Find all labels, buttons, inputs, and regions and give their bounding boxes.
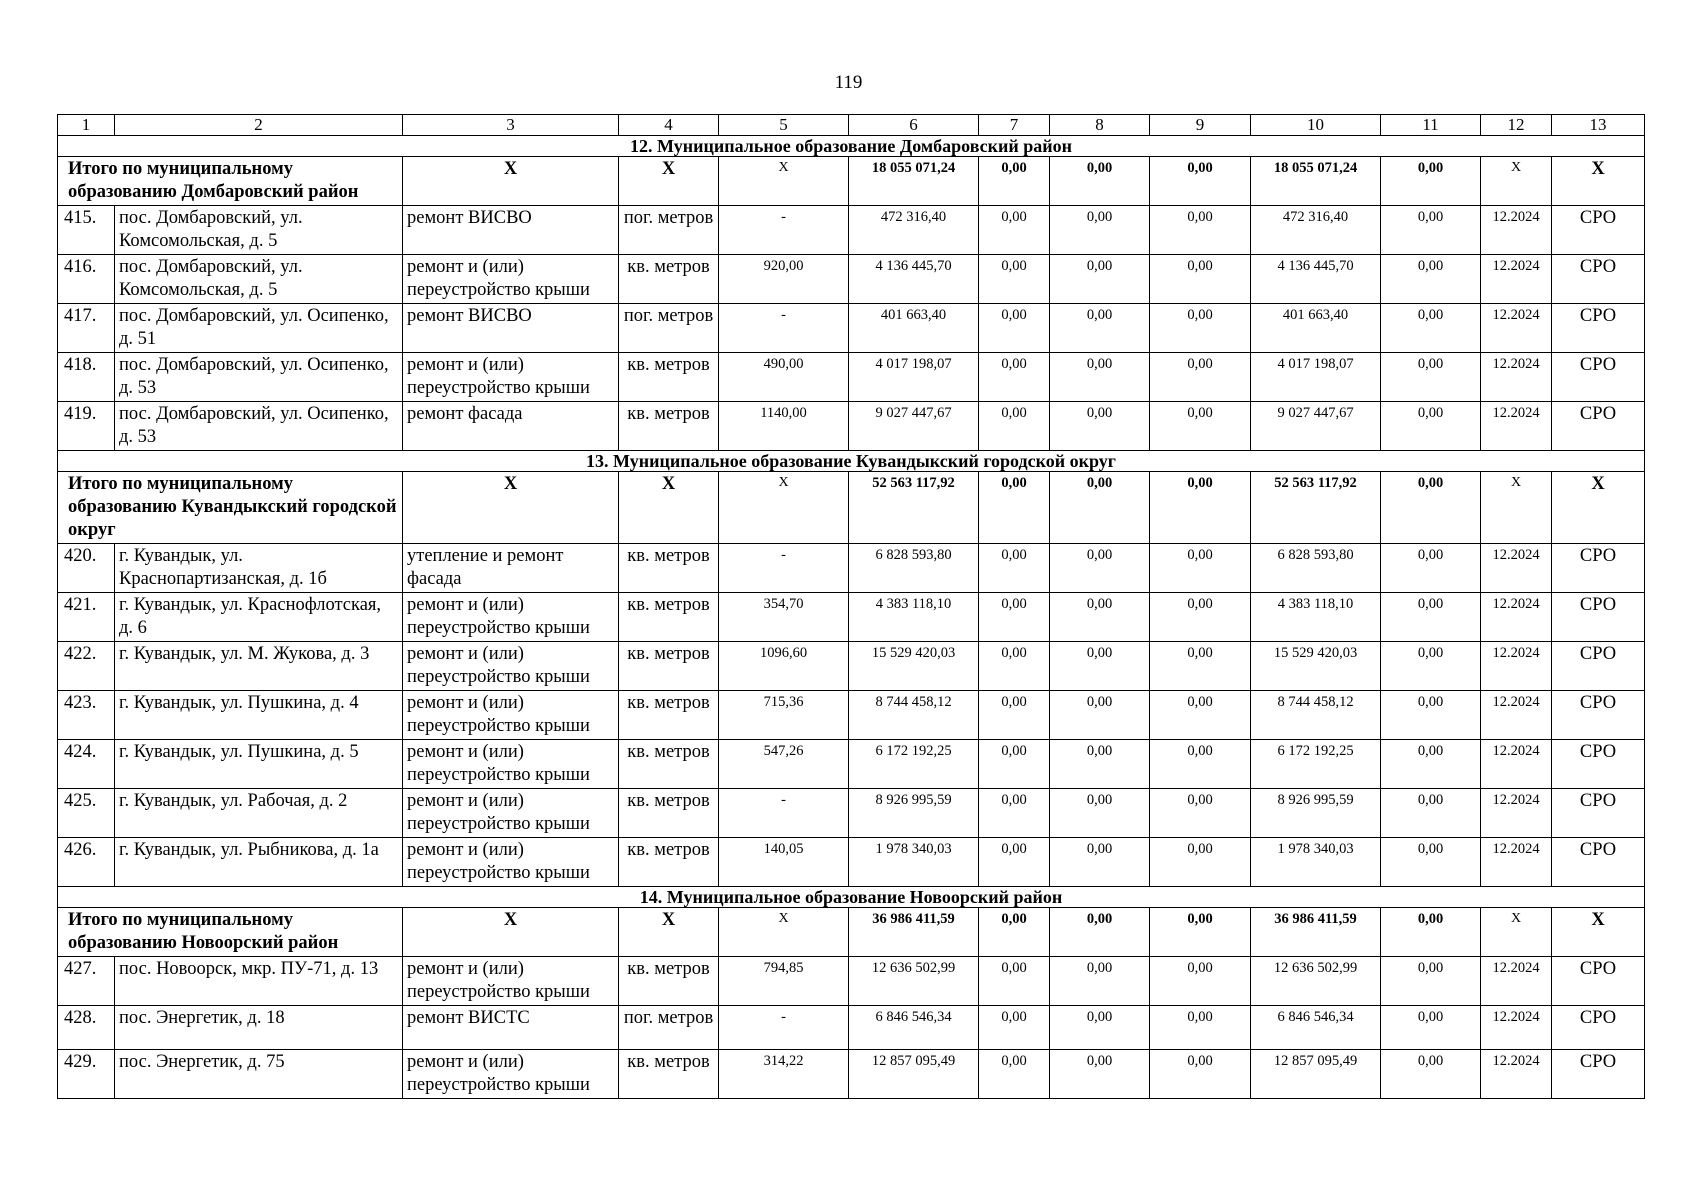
total-value-c9: 0,00	[1150, 472, 1251, 544]
row-date: 12.2024	[1481, 593, 1552, 642]
column-header: 1	[58, 115, 115, 136]
total-value-c11: 0,00	[1381, 157, 1481, 206]
row-date: 12.2024	[1481, 255, 1552, 304]
column-header: 12	[1481, 115, 1552, 136]
row-value-c8: 0,00	[1050, 304, 1150, 353]
total-qty-x: X	[719, 472, 849, 544]
row-total-cost: 8 926 995,59	[849, 789, 979, 838]
section-title: 12. Муниципальное образование Домбаровский район	[58, 136, 1645, 157]
row-number: 421.	[58, 593, 115, 642]
page-number: 119	[834, 72, 863, 93]
row-address: пос. Домбаровский, ул. Осипенко, д. 51	[115, 304, 403, 353]
row-value-c7: 0,00	[979, 402, 1050, 451]
row-total-cost: 4 017 198,07	[849, 353, 979, 402]
row-value-c7: 0,00	[979, 304, 1050, 353]
row-executor: СРО	[1552, 838, 1645, 887]
row-quantity: 715,36	[719, 691, 849, 740]
row-executor: СРО	[1552, 691, 1645, 740]
column-header: 8	[1050, 115, 1150, 136]
row-number: 426.	[58, 838, 115, 887]
table-row	[58, 593, 1645, 642]
row-value-c9: 0,00	[1150, 304, 1251, 353]
total-label: Итого по муниципальному образованию Домбаровский район	[58, 157, 403, 206]
row-quantity: 547,26	[719, 740, 849, 789]
row-value-c7: 0,00	[979, 957, 1050, 1006]
section-total-row	[58, 908, 1645, 957]
row-value-c8: 0,00	[1050, 255, 1150, 304]
row-value-c7: 0,00	[979, 691, 1050, 740]
total-qty-x: X	[719, 908, 849, 957]
row-value-c8: 0,00	[1050, 691, 1150, 740]
column-header: 5	[719, 115, 849, 136]
row-address: пос. Энергетик, д. 75	[115, 1050, 403, 1099]
row-quantity: -	[719, 304, 849, 353]
row-number: 418.	[58, 353, 115, 402]
row-date: 12.2024	[1481, 691, 1552, 740]
row-address: г. Кувандык, ул. Рыбникова, д. 1а	[115, 838, 403, 887]
row-value-c9: 0,00	[1150, 353, 1251, 402]
total-exec-x: X	[1552, 908, 1645, 957]
row-value-c10: 4 017 198,07	[1251, 353, 1381, 402]
section-title: 13. Муниципальное образование Кувандыкский городской округ	[58, 451, 1645, 472]
row-total-cost: 6 846 546,34	[849, 1006, 979, 1050]
row-total-cost: 4 136 445,70	[849, 255, 979, 304]
row-work-type: ремонт и (или) переустройство крыши	[403, 838, 619, 887]
total-qty-x: X	[719, 157, 849, 206]
row-value-c10: 15 529 420,03	[1251, 642, 1381, 691]
row-value-c9: 0,00	[1150, 1006, 1251, 1050]
total-label: Итого по муниципальному образованию Кувандыкский городской округ	[58, 472, 403, 544]
row-value-c10: 9 027 447,67	[1251, 402, 1381, 451]
row-value-c8: 0,00	[1050, 957, 1150, 1006]
row-value-c9: 0,00	[1150, 255, 1251, 304]
row-work-type: ремонт и (или) переустройство крыши	[403, 642, 619, 691]
total-date-x: X	[1481, 472, 1552, 544]
row-quantity: -	[719, 544, 849, 593]
total-value-c8: 0,00	[1050, 472, 1150, 544]
row-number: 422.	[58, 642, 115, 691]
column-header: 2	[115, 115, 403, 136]
row-number: 419.	[58, 402, 115, 451]
row-executor: СРО	[1552, 1006, 1645, 1050]
row-value-c10: 8 744 458,12	[1251, 691, 1381, 740]
table-row	[58, 304, 1645, 353]
row-quantity: 490,00	[719, 353, 849, 402]
row-address: г. Кувандык, ул. М. Жукова, д. 3	[115, 642, 403, 691]
row-work-type: ремонт и (или) переустройство крыши	[403, 593, 619, 642]
row-work-type: ремонт и (или) переустройство крыши	[403, 740, 619, 789]
row-value-c10: 1 978 340,03	[1251, 838, 1381, 887]
row-value-c11: 0,00	[1381, 255, 1481, 304]
row-executor: СРО	[1552, 957, 1645, 1006]
row-total-cost: 15 529 420,03	[849, 642, 979, 691]
row-work-type: утепление и ремонт фасада	[403, 544, 619, 593]
column-header: 7	[979, 115, 1050, 136]
row-total-cost: 1 978 340,03	[849, 838, 979, 887]
table-row	[58, 691, 1645, 740]
row-value-c10: 12 636 502,99	[1251, 957, 1381, 1006]
row-address: пос. Энергетик, д. 18	[115, 1006, 403, 1050]
row-value-c11: 0,00	[1381, 304, 1481, 353]
column-header: 10	[1251, 115, 1381, 136]
total-value-c7: 0,00	[979, 157, 1050, 206]
row-value-c7: 0,00	[979, 642, 1050, 691]
row-value-c7: 0,00	[979, 1006, 1050, 1050]
row-number: 420.	[58, 544, 115, 593]
row-value-c9: 0,00	[1150, 1050, 1251, 1099]
row-work-type: ремонт ВИСВО	[403, 206, 619, 255]
column-header: 3	[403, 115, 619, 136]
row-unit: кв. метров	[619, 544, 719, 593]
row-unit: пог. метров	[619, 304, 719, 353]
row-value-c7: 0,00	[979, 838, 1050, 887]
row-unit: кв. метров	[619, 402, 719, 451]
row-unit: кв. метров	[619, 957, 719, 1006]
total-date-x: X	[1481, 908, 1552, 957]
row-value-c9: 0,00	[1150, 838, 1251, 887]
total-unit-x: X	[619, 157, 719, 206]
row-unit: кв. метров	[619, 838, 719, 887]
total-value-c10: 18 055 071,24	[1251, 157, 1381, 206]
section-title-row	[58, 451, 1645, 472]
total-value-c10: 52 563 117,92	[1251, 472, 1381, 544]
total-value-c6: 52 563 117,92	[849, 472, 979, 544]
row-value-c10: 6 846 546,34	[1251, 1006, 1381, 1050]
table-row	[58, 957, 1645, 1006]
table-row	[58, 1050, 1645, 1099]
row-date: 12.2024	[1481, 642, 1552, 691]
row-work-type: ремонт и (или) переустройство крыши	[403, 957, 619, 1006]
row-executor: СРО	[1552, 642, 1645, 691]
row-value-c7: 0,00	[979, 593, 1050, 642]
row-address: г. Кувандык, ул. Краснопартизанская, д. 1б	[115, 544, 403, 593]
row-value-c7: 0,00	[979, 206, 1050, 255]
row-value-c8: 0,00	[1050, 593, 1150, 642]
total-unit-x: X	[619, 472, 719, 544]
row-date: 12.2024	[1481, 957, 1552, 1006]
row-value-c11: 0,00	[1381, 740, 1481, 789]
row-quantity: 920,00	[719, 255, 849, 304]
row-value-c7: 0,00	[979, 255, 1050, 304]
row-quantity: -	[719, 789, 849, 838]
row-total-cost: 12 636 502,99	[849, 957, 979, 1006]
column-number-row	[58, 115, 1645, 136]
table-row	[58, 544, 1645, 593]
row-address: г. Кувандык, ул. Краснофлотская, д. 6	[115, 593, 403, 642]
row-number: 424.	[58, 740, 115, 789]
row-total-cost: 12 857 095,49	[849, 1050, 979, 1099]
total-value-c11: 0,00	[1381, 472, 1481, 544]
row-work-type: ремонт и (или) переустройство крыши	[403, 789, 619, 838]
row-executor: СРО	[1552, 1050, 1645, 1099]
row-value-c10: 6 828 593,80	[1251, 544, 1381, 593]
row-executor: СРО	[1552, 789, 1645, 838]
row-unit: кв. метров	[619, 593, 719, 642]
row-address: пос. Новоорск, мкр. ПУ-71, д. 13	[115, 957, 403, 1006]
section-title-row	[58, 887, 1645, 908]
row-value-c11: 0,00	[1381, 642, 1481, 691]
row-value-c9: 0,00	[1150, 593, 1251, 642]
column-header: 6	[849, 115, 979, 136]
row-value-c11: 0,00	[1381, 206, 1481, 255]
row-value-c11: 0,00	[1381, 789, 1481, 838]
row-value-c7: 0,00	[979, 789, 1050, 838]
total-label: Итого по муниципальному образованию Новоорский район	[58, 908, 403, 957]
row-value-c8: 0,00	[1050, 353, 1150, 402]
row-date: 12.2024	[1481, 353, 1552, 402]
row-work-type: ремонт и (или) переустройство крыши	[403, 1050, 619, 1099]
table-row	[58, 402, 1645, 451]
row-date: 12.2024	[1481, 402, 1552, 451]
row-unit: пог. метров	[619, 1006, 719, 1050]
row-value-c7: 0,00	[979, 1050, 1050, 1099]
row-quantity: 1096,60	[719, 642, 849, 691]
total-value-c6: 36 986 411,59	[849, 908, 979, 957]
row-address: пос. Домбаровский, ул. Осипенко, д. 53	[115, 353, 403, 402]
row-value-c11: 0,00	[1381, 544, 1481, 593]
column-header: 4	[619, 115, 719, 136]
row-value-c8: 0,00	[1050, 402, 1150, 451]
row-address: г. Кувандык, ул. Пушкина, д. 4	[115, 691, 403, 740]
row-unit: кв. метров	[619, 691, 719, 740]
total-work-x: X	[403, 472, 619, 544]
row-value-c9: 0,00	[1150, 402, 1251, 451]
row-quantity: 354,70	[719, 593, 849, 642]
table-row	[58, 838, 1645, 887]
repair-program-table	[57, 114, 1645, 1099]
total-value-c8: 0,00	[1050, 157, 1150, 206]
row-value-c10: 4 136 445,70	[1251, 255, 1381, 304]
row-value-c8: 0,00	[1050, 740, 1150, 789]
row-unit: кв. метров	[619, 740, 719, 789]
row-value-c9: 0,00	[1150, 740, 1251, 789]
row-value-c11: 0,00	[1381, 957, 1481, 1006]
total-value-c10: 36 986 411,59	[1251, 908, 1381, 957]
row-number: 428.	[58, 1006, 115, 1050]
total-value-c9: 0,00	[1150, 908, 1251, 957]
row-date: 12.2024	[1481, 304, 1552, 353]
row-value-c11: 0,00	[1381, 691, 1481, 740]
row-unit: кв. метров	[619, 353, 719, 402]
total-work-x: X	[403, 157, 619, 206]
row-executor: СРО	[1552, 255, 1645, 304]
row-executor: СРО	[1552, 544, 1645, 593]
section-total-row	[58, 157, 1645, 206]
row-unit: пог. метров	[619, 206, 719, 255]
total-value-c8: 0,00	[1050, 908, 1150, 957]
row-value-c10: 12 857 095,49	[1251, 1050, 1381, 1099]
total-unit-x: X	[619, 908, 719, 957]
row-value-c9: 0,00	[1150, 691, 1251, 740]
row-value-c8: 0,00	[1050, 1050, 1150, 1099]
column-header: 11	[1381, 115, 1481, 136]
row-value-c11: 0,00	[1381, 838, 1481, 887]
row-number: 417.	[58, 304, 115, 353]
row-address: пос. Домбаровский, ул. Осипенко, д. 53	[115, 402, 403, 451]
table-row	[58, 789, 1645, 838]
row-work-type: ремонт и (или) переустройство крыши	[403, 255, 619, 304]
row-value-c10: 472 316,40	[1251, 206, 1381, 255]
row-total-cost: 4 383 118,10	[849, 593, 979, 642]
row-value-c8: 0,00	[1050, 1006, 1150, 1050]
row-date: 12.2024	[1481, 1050, 1552, 1099]
row-work-type: ремонт ВИСВО	[403, 304, 619, 353]
row-quantity: 140,05	[719, 838, 849, 887]
row-value-c11: 0,00	[1381, 593, 1481, 642]
row-value-c8: 0,00	[1050, 789, 1150, 838]
row-total-cost: 401 663,40	[849, 304, 979, 353]
row-quantity: 794,85	[719, 957, 849, 1006]
total-value-c9: 0,00	[1150, 157, 1251, 206]
row-value-c11: 0,00	[1381, 1006, 1481, 1050]
row-number: 425.	[58, 789, 115, 838]
row-value-c9: 0,00	[1150, 789, 1251, 838]
row-number: 423.	[58, 691, 115, 740]
table-row	[58, 206, 1645, 255]
table-row	[58, 255, 1645, 304]
row-total-cost: 6 172 192,25	[849, 740, 979, 789]
row-address: г. Кувандык, ул. Пушкина, д. 5	[115, 740, 403, 789]
row-address: г. Кувандык, ул. Рабочая, д. 2	[115, 789, 403, 838]
row-date: 12.2024	[1481, 206, 1552, 255]
row-unit: кв. метров	[619, 789, 719, 838]
row-value-c11: 0,00	[1381, 1050, 1481, 1099]
row-number: 415.	[58, 206, 115, 255]
row-value-c7: 0,00	[979, 740, 1050, 789]
row-work-type: ремонт и (или) переустройство крыши	[403, 353, 619, 402]
row-work-type: ремонт фасада	[403, 402, 619, 451]
row-total-cost: 6 828 593,80	[849, 544, 979, 593]
row-number: 427.	[58, 957, 115, 1006]
row-quantity: -	[719, 1006, 849, 1050]
row-total-cost: 8 744 458,12	[849, 691, 979, 740]
row-value-c9: 0,00	[1150, 206, 1251, 255]
total-value-c6: 18 055 071,24	[849, 157, 979, 206]
row-value-c11: 0,00	[1381, 402, 1481, 451]
total-exec-x: X	[1552, 157, 1645, 206]
row-value-c10: 6 172 192,25	[1251, 740, 1381, 789]
row-executor: СРО	[1552, 593, 1645, 642]
row-value-c7: 0,00	[979, 544, 1050, 593]
table-row	[58, 642, 1645, 691]
section-title: 14. Муниципальное образование Новоорский район	[58, 887, 1645, 908]
row-date: 12.2024	[1481, 740, 1552, 789]
row-number: 416.	[58, 255, 115, 304]
row-value-c9: 0,00	[1150, 957, 1251, 1006]
row-work-type: ремонт и (или) переустройство крыши	[403, 691, 619, 740]
total-date-x: X	[1481, 157, 1552, 206]
row-quantity: 1140,00	[719, 402, 849, 451]
section-title-row	[58, 136, 1645, 157]
table-row	[58, 740, 1645, 789]
table-row	[58, 353, 1645, 402]
row-address: пос. Домбаровский, ул. Комсомольская, д. 5	[115, 206, 403, 255]
row-date: 12.2024	[1481, 544, 1552, 593]
column-header: 9	[1150, 115, 1251, 136]
row-executor: СРО	[1552, 206, 1645, 255]
row-date: 12.2024	[1481, 838, 1552, 887]
row-executor: СРО	[1552, 740, 1645, 789]
row-number: 429.	[58, 1050, 115, 1099]
row-value-c8: 0,00	[1050, 544, 1150, 593]
row-value-c9: 0,00	[1150, 544, 1251, 593]
row-quantity: 314,22	[719, 1050, 849, 1099]
total-work-x: X	[403, 908, 619, 957]
total-value-c7: 0,00	[979, 472, 1050, 544]
row-work-type: ремонт ВИСТС	[403, 1006, 619, 1050]
total-exec-x: X	[1552, 472, 1645, 544]
row-total-cost: 472 316,40	[849, 206, 979, 255]
row-value-c8: 0,00	[1050, 838, 1150, 887]
row-executor: СРО	[1552, 402, 1645, 451]
row-date: 12.2024	[1481, 1006, 1552, 1050]
row-unit: кв. метров	[619, 1050, 719, 1099]
table-row	[58, 1006, 1645, 1050]
column-header: 13	[1552, 115, 1645, 136]
section-total-row	[58, 472, 1645, 544]
row-value-c10: 8 926 995,59	[1251, 789, 1381, 838]
row-value-c8: 0,00	[1050, 206, 1150, 255]
total-value-c7: 0,00	[979, 908, 1050, 957]
row-value-c11: 0,00	[1381, 353, 1481, 402]
row-address: пос. Домбаровский, ул. Комсомольская, д. 5	[115, 255, 403, 304]
row-value-c8: 0,00	[1050, 642, 1150, 691]
row-quantity: -	[719, 206, 849, 255]
row-executor: СРО	[1552, 353, 1645, 402]
row-value-c10: 401 663,40	[1251, 304, 1381, 353]
total-value-c11: 0,00	[1381, 908, 1481, 957]
row-total-cost: 9 027 447,67	[849, 402, 979, 451]
row-unit: кв. метров	[619, 255, 719, 304]
row-executor: СРО	[1552, 304, 1645, 353]
row-value-c9: 0,00	[1150, 642, 1251, 691]
row-date: 12.2024	[1481, 789, 1552, 838]
row-value-c7: 0,00	[979, 353, 1050, 402]
row-value-c10: 4 383 118,10	[1251, 593, 1381, 642]
row-unit: кв. метров	[619, 642, 719, 691]
